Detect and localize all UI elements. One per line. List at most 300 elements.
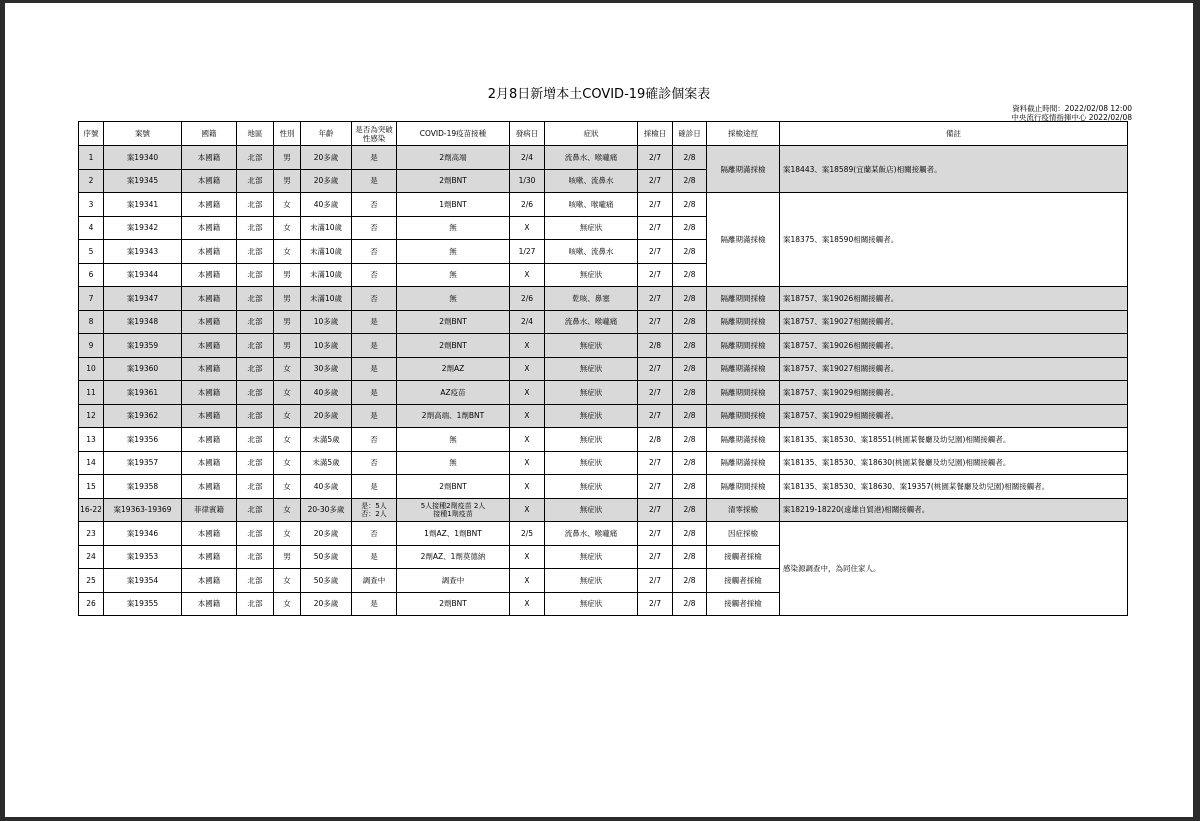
cell-onset: 2/6 bbox=[510, 193, 545, 217]
cell-sex: 女 bbox=[274, 357, 301, 381]
cell-onset: X bbox=[510, 334, 545, 358]
cell-breakthrough: 是 bbox=[352, 545, 397, 569]
header-cell: 是否為突破性感染 bbox=[352, 122, 397, 146]
cell-age: 30多歲 bbox=[301, 357, 352, 381]
header-cell: COVID-19疫苗接種 bbox=[397, 122, 510, 146]
table-row bbox=[79, 334, 1128, 358]
table-row bbox=[79, 404, 1128, 428]
cell-age: 20多歲 bbox=[301, 592, 352, 616]
header-cell: 年齡 bbox=[301, 122, 352, 146]
cell-age: 未滿10歲 bbox=[301, 263, 352, 287]
cell-breakthrough: 否 bbox=[352, 240, 397, 264]
header-cell: 性別 bbox=[274, 122, 301, 146]
cell-breakthrough: 是 bbox=[352, 404, 397, 428]
cell-test-date: 2/7 bbox=[638, 240, 673, 264]
cell-confirm-date: 2/8 bbox=[673, 404, 707, 428]
cell-age: 未滿5歲 bbox=[301, 451, 352, 475]
cell-symptom: 無症狀 bbox=[545, 569, 638, 593]
cell-vaccine: 2劑BNT bbox=[397, 169, 510, 193]
cell-symptom: 流鼻水、喉嚨痛 bbox=[545, 146, 638, 170]
cell-test-date: 2/7 bbox=[638, 287, 673, 311]
cell-breakthrough: 是 bbox=[352, 381, 397, 405]
cell-test-date: 2/7 bbox=[638, 592, 673, 616]
cell-nationality: 本國籍 bbox=[182, 169, 237, 193]
cell-age: 40多歲 bbox=[301, 381, 352, 405]
cell-vaccine: 2劑BNT bbox=[397, 310, 510, 334]
cell-test-date: 2/7 bbox=[638, 545, 673, 569]
cell-onset: 2/5 bbox=[510, 522, 545, 546]
cell-seq: 8 bbox=[79, 310, 104, 334]
cell-route: 隔離期滿採檢 bbox=[707, 146, 780, 193]
table-row bbox=[79, 146, 1128, 170]
cell-symptom: 無症狀 bbox=[545, 357, 638, 381]
cell-age: 20多歲 bbox=[301, 404, 352, 428]
cell-case: 案19356 bbox=[104, 428, 182, 452]
cell-age: 未滿10歲 bbox=[301, 287, 352, 311]
header-cell: 症狀 bbox=[545, 122, 638, 146]
cell-sex: 男 bbox=[274, 545, 301, 569]
cell-note: 案18757、案19027相關接觸者。 bbox=[780, 310, 1128, 334]
cell-route: 隔離期滿採檢 bbox=[707, 428, 780, 452]
cell-breakthrough: 調查中 bbox=[352, 569, 397, 593]
cell-case: 案19341 bbox=[104, 193, 182, 217]
cell-vaccine: 2劑AZ、1劑莫德納 bbox=[397, 545, 510, 569]
cell-seq: 25 bbox=[79, 569, 104, 593]
cell-confirm-date: 2/8 bbox=[673, 240, 707, 264]
cell-nationality: 本國籍 bbox=[182, 569, 237, 593]
cell-note: 案18757、案19026相關接觸者。 bbox=[780, 334, 1128, 358]
cell-test-date: 2/7 bbox=[638, 310, 673, 334]
cell-sex: 女 bbox=[274, 428, 301, 452]
cell-age: 20多歲 bbox=[301, 146, 352, 170]
cell-case: 案19355 bbox=[104, 592, 182, 616]
cell-seq: 2 bbox=[79, 169, 104, 193]
cell-route: 隔離期間採檢 bbox=[707, 334, 780, 358]
cell-confirm-date: 2/8 bbox=[673, 169, 707, 193]
cell-nationality: 本國籍 bbox=[182, 475, 237, 499]
cell-nationality: 本國籍 bbox=[182, 381, 237, 405]
cell-nationality: 本國籍 bbox=[182, 287, 237, 311]
cell-region: 北部 bbox=[237, 475, 274, 499]
cell-symptom: 流鼻水、喉嚨痛 bbox=[545, 522, 638, 546]
cell-test-date: 2/7 bbox=[638, 146, 673, 170]
cell-onset: X bbox=[510, 592, 545, 616]
cell-nationality: 本國籍 bbox=[182, 193, 237, 217]
data-source: 中央流行疫情指揮中心 2022/02/08 bbox=[1011, 113, 1132, 122]
cell-onset: X bbox=[510, 357, 545, 381]
cell-nationality: 本國籍 bbox=[182, 216, 237, 240]
header-cell: 備註 bbox=[780, 122, 1128, 146]
cell-symptom: 無症狀 bbox=[545, 428, 638, 452]
cell-sex: 男 bbox=[274, 310, 301, 334]
cell-region: 北部 bbox=[237, 263, 274, 287]
cell-symptom: 無症狀 bbox=[545, 404, 638, 428]
cell-region: 北部 bbox=[237, 240, 274, 264]
table-header-row bbox=[79, 122, 1128, 146]
cell-age: 50多歲 bbox=[301, 569, 352, 593]
cell-test-date: 2/7 bbox=[638, 357, 673, 381]
cell-region: 北部 bbox=[237, 169, 274, 193]
cell-test-date: 2/7 bbox=[638, 569, 673, 593]
cell-onset: X bbox=[510, 381, 545, 405]
cell-breakthrough: 否 bbox=[352, 193, 397, 217]
cell-region: 北部 bbox=[237, 592, 274, 616]
table-row bbox=[79, 357, 1128, 381]
cell-onset: X bbox=[510, 545, 545, 569]
cell-confirm-date: 2/8 bbox=[673, 451, 707, 475]
cell-sex: 女 bbox=[274, 592, 301, 616]
cell-note: 感染源調查中，為同住家人。 bbox=[780, 522, 1128, 616]
header-cell: 採檢日 bbox=[638, 122, 673, 146]
cell-test-date: 2/7 bbox=[638, 404, 673, 428]
cell-nationality: 本國籍 bbox=[182, 357, 237, 381]
cell-case: 案19357 bbox=[104, 451, 182, 475]
cell-confirm-date: 2/8 bbox=[673, 193, 707, 217]
cell-region: 北部 bbox=[237, 545, 274, 569]
cell-region: 北部 bbox=[237, 498, 274, 522]
cell-symptom: 無症狀 bbox=[545, 334, 638, 358]
cell-symptom: 無症狀 bbox=[545, 216, 638, 240]
cell-test-date: 2/7 bbox=[638, 451, 673, 475]
cell-route: 隔離期滿採檢 bbox=[707, 451, 780, 475]
cell-confirm-date: 2/8 bbox=[673, 428, 707, 452]
cell-sex: 女 bbox=[274, 381, 301, 405]
cell-case: 案19346 bbox=[104, 522, 182, 546]
cell-test-date: 2/7 bbox=[638, 522, 673, 546]
cell-breakthrough: 是：5人 否：2人 bbox=[352, 498, 397, 522]
cell-confirm-date: 2/8 bbox=[673, 475, 707, 499]
cell-seq: 23 bbox=[79, 522, 104, 546]
cell-vaccine: 調查中 bbox=[397, 569, 510, 593]
cell-nationality: 本國籍 bbox=[182, 240, 237, 264]
cell-onset: 2/4 bbox=[510, 310, 545, 334]
header-cell: 採檢途徑 bbox=[707, 122, 780, 146]
cell-case: 案19347 bbox=[104, 287, 182, 311]
cell-region: 北部 bbox=[237, 451, 274, 475]
cell-symptom: 流鼻水、喉嚨痛 bbox=[545, 310, 638, 334]
cell-confirm-date: 2/8 bbox=[673, 216, 707, 240]
cell-test-date: 2/7 bbox=[638, 263, 673, 287]
cell-note: 案18135、案18530、案18630、案19357(桃園某餐廳及幼兒園)相關接觸者。 bbox=[780, 475, 1128, 499]
cell-nationality: 本國籍 bbox=[182, 522, 237, 546]
cell-region: 北部 bbox=[237, 310, 274, 334]
cell-breakthrough: 是 bbox=[352, 475, 397, 499]
header-cell: 發病日 bbox=[510, 122, 545, 146]
cell-sex: 男 bbox=[274, 169, 301, 193]
cell-route: 隔離期間採檢 bbox=[707, 381, 780, 405]
cell-breakthrough: 是 bbox=[352, 334, 397, 358]
cell-onset: X bbox=[510, 216, 545, 240]
table-row bbox=[79, 287, 1128, 311]
cell-symptom: 無症狀 bbox=[545, 475, 638, 499]
cell-age: 20多歲 bbox=[301, 169, 352, 193]
cell-nationality: 本國籍 bbox=[182, 263, 237, 287]
cell-age: 未滿10歲 bbox=[301, 216, 352, 240]
cell-confirm-date: 2/8 bbox=[673, 334, 707, 358]
cell-sex: 女 bbox=[274, 240, 301, 264]
cell-confirm-date: 2/8 bbox=[673, 592, 707, 616]
cell-seq: 11 bbox=[79, 381, 104, 405]
cell-age: 未滿10歲 bbox=[301, 240, 352, 264]
cell-symptom: 無症狀 bbox=[545, 451, 638, 475]
cell-case: 案19360 bbox=[104, 357, 182, 381]
cell-test-date: 2/8 bbox=[638, 334, 673, 358]
cell-nationality: 本國籍 bbox=[182, 451, 237, 475]
cell-onset: X bbox=[510, 498, 545, 522]
cell-vaccine: 無 bbox=[397, 287, 510, 311]
table-row bbox=[79, 522, 1128, 546]
table-row bbox=[79, 310, 1128, 334]
header-cell: 國籍 bbox=[182, 122, 237, 146]
cell-case: 案19354 bbox=[104, 569, 182, 593]
cell-region: 北部 bbox=[237, 381, 274, 405]
cell-vaccine: 2劑BNT bbox=[397, 475, 510, 499]
table-row bbox=[79, 498, 1128, 522]
cell-symptom: 無症狀 bbox=[545, 381, 638, 405]
cell-test-date: 2/7 bbox=[638, 216, 673, 240]
cell-seq: 10 bbox=[79, 357, 104, 381]
cell-confirm-date: 2/8 bbox=[673, 287, 707, 311]
cell-note: 案18135、案18530、案18630(桃園某餐廳及幼兒園)相關接觸者。 bbox=[780, 451, 1128, 475]
cell-region: 北部 bbox=[237, 357, 274, 381]
cell-nationality: 本國籍 bbox=[182, 146, 237, 170]
cell-vaccine: 2劑AZ bbox=[397, 357, 510, 381]
cell-test-date: 2/7 bbox=[638, 381, 673, 405]
cell-nationality: 本國籍 bbox=[182, 592, 237, 616]
cell-age: 20多歲 bbox=[301, 522, 352, 546]
cell-breakthrough: 否 bbox=[352, 451, 397, 475]
cell-symptom: 無症狀 bbox=[545, 545, 638, 569]
data-cutoff-time: 資料截止時間：2022/02/08 12:00 bbox=[1012, 104, 1132, 113]
cell-onset: X bbox=[510, 263, 545, 287]
cell-breakthrough: 否 bbox=[352, 428, 397, 452]
cell-confirm-date: 2/8 bbox=[673, 310, 707, 334]
cell-sex: 女 bbox=[274, 522, 301, 546]
cell-test-date: 2/7 bbox=[638, 193, 673, 217]
cell-route: 隔離期間採檢 bbox=[707, 404, 780, 428]
cell-seq: 3 bbox=[79, 193, 104, 217]
cell-nationality: 菲律賓籍 bbox=[182, 498, 237, 522]
cell-test-date: 2/8 bbox=[638, 428, 673, 452]
cell-breakthrough: 否 bbox=[352, 287, 397, 311]
cell-seq: 15 bbox=[79, 475, 104, 499]
cell-region: 北部 bbox=[237, 216, 274, 240]
cell-vaccine: 1劑BNT bbox=[397, 193, 510, 217]
cell-nationality: 本國籍 bbox=[182, 310, 237, 334]
cell-age: 50多歲 bbox=[301, 545, 352, 569]
cell-sex: 男 bbox=[274, 287, 301, 311]
cell-seq: 14 bbox=[79, 451, 104, 475]
cell-symptom: 咳嗽、喉嚨痛 bbox=[545, 193, 638, 217]
table-row bbox=[79, 475, 1128, 499]
cell-breakthrough: 是 bbox=[352, 146, 397, 170]
cell-sex: 男 bbox=[274, 263, 301, 287]
cell-case: 案19363-19369 bbox=[104, 498, 182, 522]
cell-confirm-date: 2/8 bbox=[673, 146, 707, 170]
page-title: 2月8日新增本土COVID-19確診個案表 bbox=[487, 87, 711, 102]
cell-confirm-date: 2/8 bbox=[673, 357, 707, 381]
table-row bbox=[79, 193, 1128, 217]
cell-onset: X bbox=[510, 569, 545, 593]
cell-sex: 女 bbox=[274, 569, 301, 593]
cell-test-date: 2/7 bbox=[638, 498, 673, 522]
cell-case: 案19362 bbox=[104, 404, 182, 428]
cell-symptom: 乾咳、鼻塞 bbox=[545, 287, 638, 311]
cell-breakthrough: 是 bbox=[352, 592, 397, 616]
cell-case: 案19345 bbox=[104, 169, 182, 193]
cell-seq: 9 bbox=[79, 334, 104, 358]
case-table bbox=[78, 121, 1128, 616]
cell-note: 案18443、案18589(宜蘭某飯店)相關接觸者。 bbox=[780, 146, 1128, 193]
cell-case: 案19361 bbox=[104, 381, 182, 405]
cell-note: 案18757、案19029相關接觸者。 bbox=[780, 404, 1128, 428]
header-cell: 地區 bbox=[237, 122, 274, 146]
cell-vaccine: 1劑AZ、1劑BNT bbox=[397, 522, 510, 546]
cell-case: 案19344 bbox=[104, 263, 182, 287]
cell-vaccine: 5人接種2劑疫苗 2人接種1劑疫苗 bbox=[397, 498, 510, 522]
cell-route: 隔離期間採檢 bbox=[707, 287, 780, 311]
cell-breakthrough: 否 bbox=[352, 522, 397, 546]
cell-onset: 2/6 bbox=[510, 287, 545, 311]
cell-symptom: 無症狀 bbox=[545, 263, 638, 287]
cell-seq: 13 bbox=[79, 428, 104, 452]
cell-sex: 男 bbox=[274, 146, 301, 170]
cell-breakthrough: 是 bbox=[352, 169, 397, 193]
cell-route: 隔離期間採檢 bbox=[707, 475, 780, 499]
cell-region: 北部 bbox=[237, 569, 274, 593]
cell-onset: X bbox=[510, 428, 545, 452]
cell-test-date: 2/7 bbox=[638, 475, 673, 499]
cell-symptom: 咳嗽、流鼻水 bbox=[545, 169, 638, 193]
cell-breakthrough: 是 bbox=[352, 310, 397, 334]
cell-confirm-date: 2/8 bbox=[673, 498, 707, 522]
cell-case: 案19342 bbox=[104, 216, 182, 240]
cell-confirm-date: 2/8 bbox=[673, 569, 707, 593]
cell-seq: 6 bbox=[79, 263, 104, 287]
cell-vaccine: 無 bbox=[397, 216, 510, 240]
cell-note: 案18757、案19029相關接觸者。 bbox=[780, 381, 1128, 405]
cell-region: 北部 bbox=[237, 404, 274, 428]
cell-onset: X bbox=[510, 475, 545, 499]
cell-note: 案18757、案19026相關接觸者。 bbox=[780, 287, 1128, 311]
cell-seq: 1 bbox=[79, 146, 104, 170]
cell-route: 接觸者採檢 bbox=[707, 545, 780, 569]
cell-vaccine: 無 bbox=[397, 240, 510, 264]
cell-region: 北部 bbox=[237, 287, 274, 311]
cell-nationality: 本國籍 bbox=[182, 428, 237, 452]
cell-case: 案19348 bbox=[104, 310, 182, 334]
cell-route: 隔離期滿採檢 bbox=[707, 357, 780, 381]
cell-seq: 12 bbox=[79, 404, 104, 428]
cell-sex: 女 bbox=[274, 451, 301, 475]
cell-region: 北部 bbox=[237, 334, 274, 358]
cell-breakthrough: 否 bbox=[352, 263, 397, 287]
cell-vaccine: 2劑高端、1劑BNT bbox=[397, 404, 510, 428]
cell-breakthrough: 是 bbox=[352, 357, 397, 381]
cell-region: 北部 bbox=[237, 146, 274, 170]
cell-sex: 女 bbox=[274, 475, 301, 499]
cell-age: 10多歲 bbox=[301, 334, 352, 358]
header-cell: 序號 bbox=[79, 122, 104, 146]
cell-vaccine: 2劑高端 bbox=[397, 146, 510, 170]
cell-vaccine: 無 bbox=[397, 451, 510, 475]
cell-route: 隔離期滿採檢 bbox=[707, 193, 780, 287]
cell-age: 40多歲 bbox=[301, 475, 352, 499]
cell-route: 因症採檢 bbox=[707, 522, 780, 546]
cell-route: 接觸者採檢 bbox=[707, 569, 780, 593]
cell-note: 案18757、案19027相關接觸者。 bbox=[780, 357, 1128, 381]
cell-sex: 男 bbox=[274, 334, 301, 358]
cell-age: 20-30多歲 bbox=[301, 498, 352, 522]
cell-onset: X bbox=[510, 451, 545, 475]
header-cell: 案號 bbox=[104, 122, 182, 146]
cell-onset: 1/27 bbox=[510, 240, 545, 264]
cell-symptom: 無症狀 bbox=[545, 592, 638, 616]
cell-sex: 女 bbox=[274, 498, 301, 522]
cell-nationality: 本國籍 bbox=[182, 404, 237, 428]
table-row bbox=[79, 428, 1128, 452]
cell-seq: 24 bbox=[79, 545, 104, 569]
cell-case: 案19340 bbox=[104, 146, 182, 170]
cell-nationality: 本國籍 bbox=[182, 545, 237, 569]
cell-age: 未滿5歲 bbox=[301, 428, 352, 452]
cell-case: 案19353 bbox=[104, 545, 182, 569]
cell-vaccine: 無 bbox=[397, 428, 510, 452]
header-cell: 確診日 bbox=[673, 122, 707, 146]
cell-confirm-date: 2/8 bbox=[673, 545, 707, 569]
cell-note: 案18135、案18530、案18551(桃園某餐廳及幼兒園)相關接觸者。 bbox=[780, 428, 1128, 452]
cell-vaccine: AZ疫苗 bbox=[397, 381, 510, 405]
cell-sex: 女 bbox=[274, 404, 301, 428]
cell-note: 案18375、案18590相關接觸者。 bbox=[780, 193, 1128, 287]
cell-vaccine: 2劑BNT bbox=[397, 334, 510, 358]
cell-case: 案19343 bbox=[104, 240, 182, 264]
cell-region: 北部 bbox=[237, 428, 274, 452]
cell-region: 北部 bbox=[237, 193, 274, 217]
cell-sex: 女 bbox=[274, 193, 301, 217]
cell-breakthrough: 否 bbox=[352, 216, 397, 240]
cell-seq: 26 bbox=[79, 592, 104, 616]
cell-symptom: 無症狀 bbox=[545, 498, 638, 522]
cell-case: 案19359 bbox=[104, 334, 182, 358]
cell-vaccine: 無 bbox=[397, 263, 510, 287]
cell-seq: 7 bbox=[79, 287, 104, 311]
cell-seq: 4 bbox=[79, 216, 104, 240]
cell-seq: 5 bbox=[79, 240, 104, 264]
table-row bbox=[79, 381, 1128, 405]
cell-route: 接觸者採檢 bbox=[707, 592, 780, 616]
cell-onset: X bbox=[510, 404, 545, 428]
cell-route: 清零採檢 bbox=[707, 498, 780, 522]
cell-sex: 女 bbox=[274, 216, 301, 240]
cell-onset: 2/4 bbox=[510, 146, 545, 170]
cell-age: 40多歲 bbox=[301, 193, 352, 217]
cell-symptom: 咳嗽、流鼻水 bbox=[545, 240, 638, 264]
cell-vaccine: 2劑BNT bbox=[397, 592, 510, 616]
cell-nationality: 本國籍 bbox=[182, 334, 237, 358]
cell-test-date: 2/7 bbox=[638, 169, 673, 193]
cell-case: 案19358 bbox=[104, 475, 182, 499]
cell-route: 隔離期間採檢 bbox=[707, 310, 780, 334]
cell-onset: 1/30 bbox=[510, 169, 545, 193]
table-row bbox=[79, 451, 1128, 475]
cell-confirm-date: 2/8 bbox=[673, 381, 707, 405]
cell-note: 案18219-18220(遠雄自貿港)相關接觸者。 bbox=[780, 498, 1128, 522]
cell-region: 北部 bbox=[237, 522, 274, 546]
cell-confirm-date: 2/8 bbox=[673, 263, 707, 287]
cell-age: 10多歲 bbox=[301, 310, 352, 334]
cell-confirm-date: 2/8 bbox=[673, 522, 707, 546]
